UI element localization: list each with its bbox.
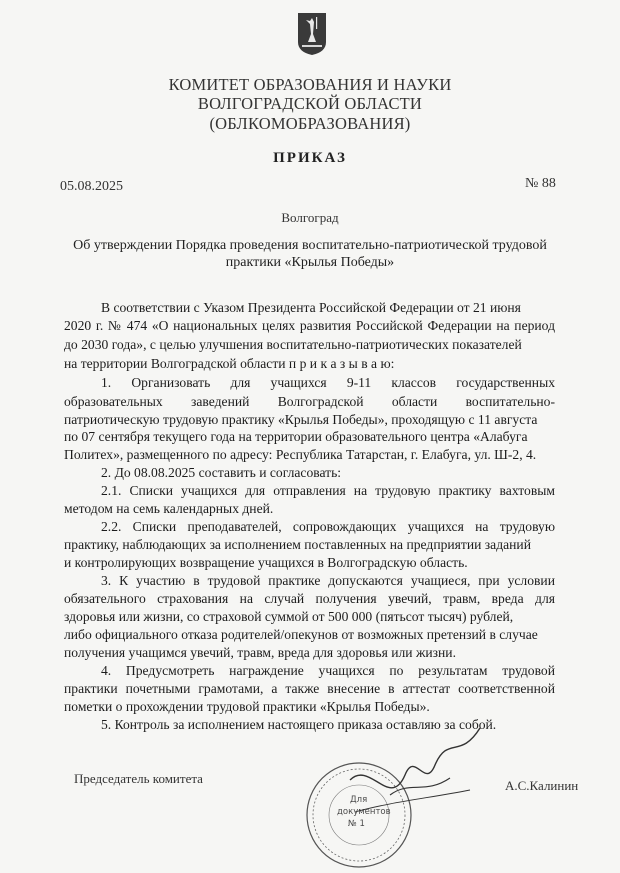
body-line: 2.2. Списки преподавателей, сопровождающих учащихся на трудовую <box>101 519 555 534</box>
body-line: В соответствии с Указом Президента Российской Федерации от 21 июня <box>101 300 521 315</box>
body-line: 2. До 08.08.2025 составить и согласовать: <box>101 465 342 480</box>
body-line: 2.1. Списки учащихся для отправления на трудовую практику вахтовым <box>101 483 555 498</box>
body-line: по 07 сентября текущего года на территории образовательного центра «Алабуга <box>64 429 528 444</box>
body-line: получения учащимся увечий, травм, вреда для здоровья или жизни. <box>64 645 456 660</box>
order-date: 05.08.2025 <box>60 179 123 194</box>
committee-name-line3: (ОБЛКОМОБРАЗОВАНИЯ) <box>209 114 411 133</box>
signatory-position: Председатель комитета <box>74 771 203 786</box>
body-line: практики почетными грамотами, а также внесение в аттестат соответственной <box>64 681 555 696</box>
stamp-text: № 1 <box>348 819 365 829</box>
subject-line: практики «Крылья Победы» <box>225 255 395 270</box>
body-line: Политех», размещенного по адресу: Республика Татарстан, г. Елабуга, ул. Ш-2, 4. <box>64 447 537 462</box>
committee-name-line1: КОМИТЕТ ОБРАЗОВАНИЯ И НАУКИ <box>168 75 452 94</box>
body-line: 1. Организовать для учащихся 9-11 классов государственных <box>101 375 555 390</box>
subject-line: Об утверждении Порядка проведения воспитательно-патриотической трудовой <box>73 238 547 253</box>
body-line: обязательного страхования на случай получения увечий, травм, вреда для <box>64 591 555 606</box>
stamp-text: документов <box>337 807 391 817</box>
committee-name-line2: ВОЛГОГРАДСКОЙ ОБЛАСТИ <box>197 94 423 113</box>
coat-of-arms-icon <box>297 12 327 56</box>
order-city: Волгоград <box>281 210 339 225</box>
body-line: и контролирующих возвращение учащихся в Волгоградскую область. <box>64 555 468 570</box>
stamp-text: Для <box>350 795 368 805</box>
body-line: 5. Контроль за исполнением настоящего приказа оставляю за собой. <box>101 717 497 732</box>
body-line: на территории Волгоградской области п р и к а з ы в а ю: <box>64 356 395 371</box>
signatory-name: А.С.Калинин <box>505 778 579 793</box>
body-line: пометки о прохождении трудовой практики «Крылья Победы». <box>64 699 430 714</box>
body-line: образовательных заведений Волгоградской области воспитательно- <box>64 394 555 409</box>
body-line: до 2030 года», с целью улучшения воспитательно-патриотических показателей <box>64 337 522 352</box>
order-subject <box>70 237 550 271</box>
order-number: № 88 <box>525 176 556 191</box>
body-line: 4. Предусмотреть награждение учащихся по результатам трудовой <box>101 663 555 678</box>
body-line: либо официального отказа родителей/опекунов от возможных претензий в случае <box>64 627 538 642</box>
body-line: практику, наблюдающих за исполнением поставленных на предприятии заданий <box>64 537 531 552</box>
body-line: 2020 г. № 474 «О национальных целях развития Российской Федерации на период <box>64 318 555 333</box>
body-line: методом на семь календарных дней. <box>64 501 274 516</box>
handwritten-signature-icon <box>330 720 500 830</box>
body-line: патриотическую трудовую практику «Крылья Победы», проходящую с 11 августа <box>64 412 538 427</box>
order-title: ПРИКАЗ <box>273 150 347 166</box>
body-line: 3. К участию в трудовой практике допускаются учащиеся, при условии <box>101 573 555 588</box>
body-line: здоровья или жизни, со страховой суммой от 500 000 (пятьсот тысяч) рублей, <box>64 609 514 624</box>
